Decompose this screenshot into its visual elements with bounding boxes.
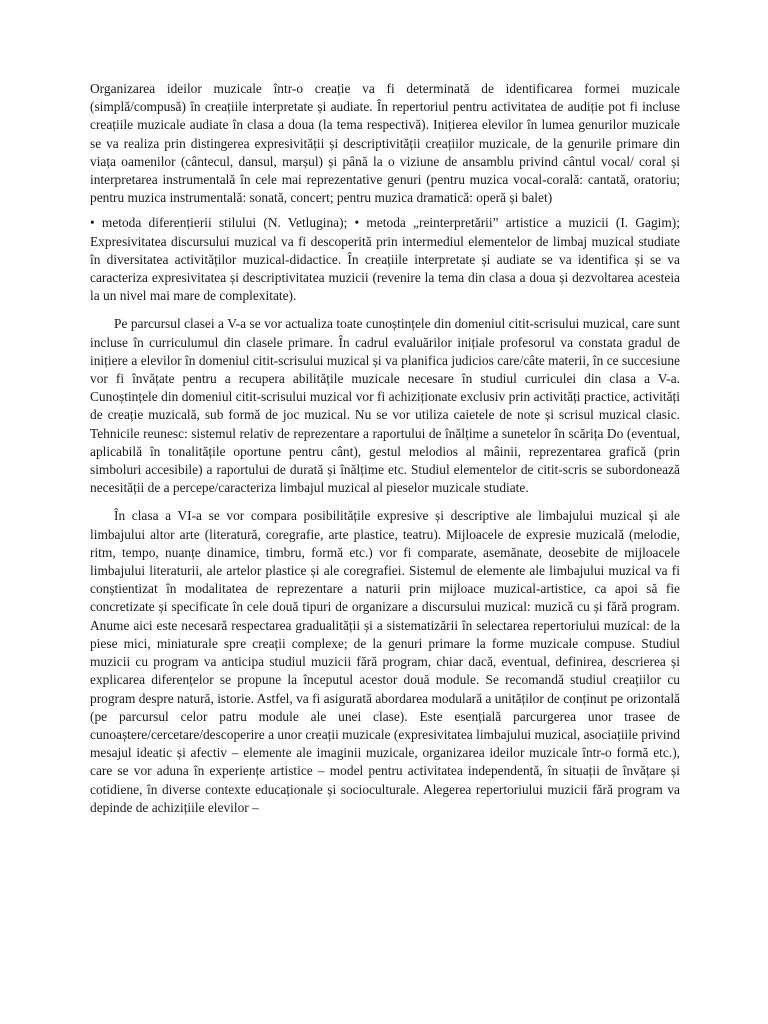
paragraph-musical-forms: Organizarea ideilor muzicale într-o creație va fi determinată de identificarea formei muzicale (simplă/compusă) în creațiile interpretate și audiate. În repertoriul pentru activitatea de audiție pot fi incluse creațiile muzicale audiate în clasa a doua (la tema respectivă). Inițierea elevilor în lumea genurilor muzicale se va realiza prin distingerea expresivității și descriptivității creațiilor muzicale, de la genurile primare din viața oamenilor (cântecul, dansul, marșul) și până la o viziune de ansamblu privind cântul vocal/ coral și interpretarea instrumentală în cele mai reprezentative genuri (pentru muzica vocal-corală: cantată, oratoriu; pentru muzica instrumentală: sonată, concert; pentru muzica dramatică: operă și balet) bbox=[90, 81, 680, 206]
paragraph-grade-five: Pe parcursul clasei a V-a se vor actualiza toate cunoștințele din domeniul citit-scrisului muzical, care sunt incluse în curriculumul din clasele primare. În cadrul evaluărilor inițiale profesorul va constata gradul de inițiere a elevilor în domeniul citit-scrisului muzical și va planifica judicios care/câte materii, în ce succesiune vor fi învățate pentru a recupera abilitățile muzicale necesare în studiul curriculei din clasa a V-a. Cunoștințele din domeniul citit-scrisului muzical vor fi achiziționate exclusiv prin activități practice, activități de creație muzicală, sub formă de joc muzical. Nu se vor utiliza caietele de note și scrisul muzical clasic. Tehnicile reunesc: sistemul relativ de reprezentare a raportului de înălțime a sunetelor în scărița Do (eventual, aplicabilă în tonalitățile oportune pentru cânt), gestul melodios al mâinii, reprezentarea grafică (prin simboluri accesibile) a raportului de durată și înălțime etc. Studiul elementelor de citit-scris se subordonează necesității de a percepe/caracteriza limbajul muzical al pieselor muzicale studiate. bbox=[90, 316, 680, 496]
paragraph-methods: • metoda diferențierii stilului (N. Vetlugina); • metoda „reinterpretării” artistice a muzicii (I. Gagim); Expresivitatea discursului muzical va fi descoperită prin intermediul elementelor de limbaj muzical studiate în diversitatea activităților muzical-didactice. În creațiile interpretate și audiate se va identifica și se va caracteriza expresivitatea și descriptivitatea muzicii (revenire la tema din clasa a doua și dezvoltarea acesteia la un nivel mai mare de complexitate). bbox=[90, 215, 680, 304]
document-page bbox=[90, 80, 680, 824]
paragraph-grade-six: În clasa a VI-a se vor compara posibilitățile expresive și descriptive ale limbajului muzical și ale limbajului altor arte (literatură, coregrafie, arte plastice, teatru). Mijloacele de expresie muzicală (melodie, ritm, tempo, nuanțe dinamice, timbru, formă etc.) vor fi comparate, asemănate, deosebite de mijloacele limbajului literaturii, ale artelor plastice și ale coregrafiei. Sistemul de elemente ale limbajului muzical va fi conștientizat în modalitatea de reprezentare a naturii prin mijloace muzical-artistice, ca apoi să fie concretizate și specificate în cele două tipuri de organizare a discursului muzical: muzică cu și fără program. Anume aici este necesară respectarea gradualității și a sistematizării în selectarea repertoriului muzical: de la piese mici, miniaturale spre creații complexe; de la genuri primare la forme muzicale compuse. Studiul muzicii cu program va anticipa studiul muzicii fără program, chiar dacă, eventual, definirea, descrierea și explicarea diferențelor se propune la începutul acestor două module. Se recomandă studiul creațiilor cu program despre natură, istorie. Astfel, va fi asigurată abordarea modulară a unităților de conținut pe orizontală (pe parcursul celor patru module ale unei clase). Este esențială parcurgerea unor trasee de cunoaștere/cercetare/descoperire a unor creații muzicale (expresivitatea limbajului muzical, asociațiile privind mesajul ideatic și afectiv – elemente ale imaginii muzicale, organizarea ideilor muzicale într-o formă etc.), care se vor aduna în experiențe artistice – model pentru activitatea independentă, în situații de învățare și cotidiene, în diverse contexte educaționale și socioculturale. Alegerea repertoriului muzicii fără program va depinde de achizițiile elevilor – bbox=[90, 508, 680, 815]
